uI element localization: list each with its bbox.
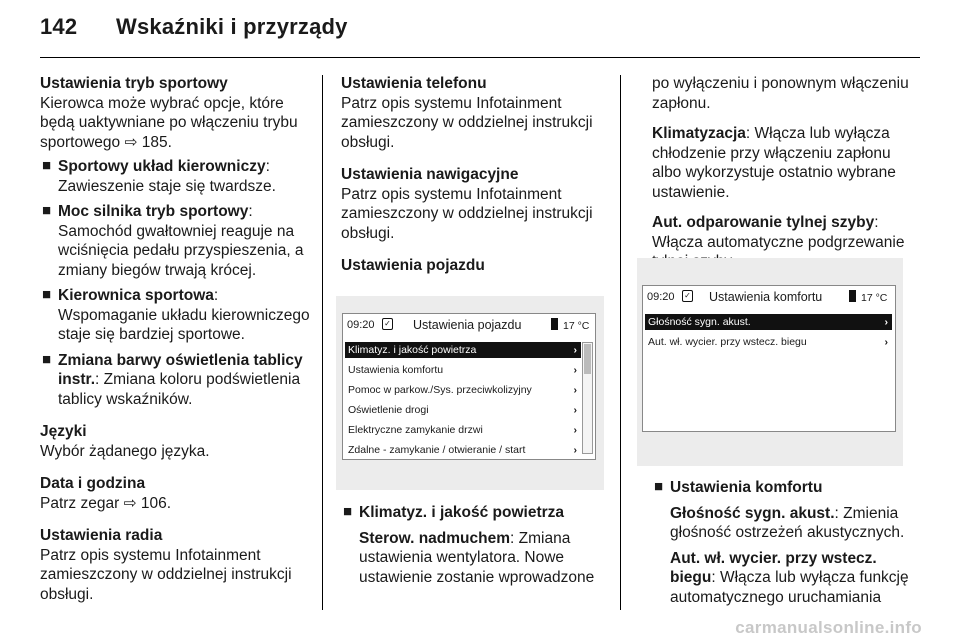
menu-item-comfort[interactable] xyxy=(345,362,581,378)
menu-item-label: Elektryczne zamykanie drzwi xyxy=(348,424,483,436)
defog-term: Aut. odparowanie tylnej szyby xyxy=(652,214,875,231)
datetime-section xyxy=(40,474,312,513)
comfort-bullet xyxy=(652,478,920,613)
vehicle-settings-screen xyxy=(342,313,596,460)
column-2 xyxy=(341,74,611,276)
thermometer-icon xyxy=(551,318,558,330)
defog-item: Aut. odparowanie tylnej szyby: Włącza automatyczne podgrzewanie xyxy=(652,213,920,272)
chevron-right-icon: › xyxy=(884,316,888,328)
bullet-icon: ■ xyxy=(42,350,52,368)
bullet-text: Zmiana koloru podświetlenia tablicy wskaźników. xyxy=(58,371,301,408)
fan-control-item: Sterow. nadmuchem: Zmiana ustawienia wentylatora. Nowe ustawienie zostanie wprowadzone xyxy=(359,529,595,586)
bullet-icon: ■ xyxy=(42,157,52,174)
radio-heading: Ustawienia radia xyxy=(40,527,163,544)
radio-section xyxy=(40,526,312,604)
chime-volume-item: Głośność sygn. akust.: Zmienia głośność ostrzeżeń akustycznych. xyxy=(670,504,905,541)
defog-text: Włącza automatyczne podgrzewanie xyxy=(652,233,905,251)
screen-title: Ustawienia pojazdu xyxy=(413,318,522,332)
column-3 xyxy=(652,74,920,283)
menu-item-label: Aut. wł. wycier. przy wstecz. biegu xyxy=(648,336,807,348)
radio-text: Patrz opis systemu Infotainment zamieszczony w oddzielnej instrukcji obsługi. xyxy=(40,546,292,603)
rear-wiper-item: Aut. wł. wycier. przy wstecz. biegu: Włącza lub wyłącza funkcję automatycznego uruchamiania xyxy=(670,549,909,606)
reference-arrow-icon: ⇨ xyxy=(123,494,137,512)
chevron-right-icon: › xyxy=(573,344,577,356)
bullet-term: Zmiana barwy oświetlenia tablicy instr. xyxy=(58,351,303,388)
bullet-item xyxy=(341,503,611,523)
sub-text: Włącza lub wyłącza funkcję automatycznego uruchamiania xyxy=(670,569,909,606)
ac-term: Klimatyzacja xyxy=(652,125,746,142)
phone-section xyxy=(341,74,611,152)
datetime-ref: 106. xyxy=(140,494,172,512)
bullet-term: Kierownica sportowa xyxy=(58,287,214,304)
page-header xyxy=(40,14,348,40)
check-icon: ✓ xyxy=(682,290,693,302)
menu-item-chime-volume[interactable] xyxy=(645,314,892,330)
reference-arrow-icon: ⇨ xyxy=(124,133,138,151)
check-icon: ✓ xyxy=(382,318,393,330)
clock-text: 09:20 xyxy=(347,319,375,331)
temperature-text: 17 °C xyxy=(563,320,590,332)
language-text: Wybór żądanego języka. xyxy=(40,442,210,460)
menu-item-label: Pomoc w parkow./Sys. przeciwkolizyjny xyxy=(348,384,532,396)
menu-item-label: Oświetlenie drogi xyxy=(348,404,429,416)
bullet-term: Moc silnika tryb sportowy xyxy=(58,203,249,220)
vehicle-heading: Ustawienia pojazdu xyxy=(341,257,485,274)
menu-item-label: Głośność sygn. akust. xyxy=(648,316,751,328)
menu-item-label: Zdalne - zamykanie / otwieranie / start xyxy=(348,444,526,456)
bullet-term: Ustawienia komfortu xyxy=(670,479,823,496)
bullet-term: Klimatyz. i jakość powietrza xyxy=(359,504,565,521)
chevron-right-icon: › xyxy=(573,384,577,396)
sport-ref: 185. xyxy=(141,133,172,151)
bullet-item: ■ Zmiana barwy oświetlenia tablicy instr.: Zmiana koloru podświetlenia tablicy wskaźników. xyxy=(42,350,303,408)
bullet-text: Wspomaganie układu kierowniczego staje się bardziej sportowe. xyxy=(58,306,310,343)
sub-text: Zmiana ustawienia wentylatora. Nowe ustawienie zostanie wprowadzone xyxy=(359,529,595,586)
bullet-icon: ■ xyxy=(343,503,353,520)
sub-term: Aut. wł. wycier. przy wstecz. biegu xyxy=(670,549,877,586)
column-divider-2 xyxy=(620,75,621,610)
chevron-right-icon: › xyxy=(573,424,577,436)
chevron-right-icon: › xyxy=(573,404,577,416)
sub-term: Sterow. nadmuchem xyxy=(359,529,511,547)
sub-text: Zmienia głośność ostrzeżeń akustycznych. xyxy=(670,504,905,541)
bullet-item xyxy=(652,478,920,498)
column-divider-1 xyxy=(322,75,323,610)
bullet-icon: ■ xyxy=(42,202,52,219)
temperature-text: 17 °C xyxy=(861,292,888,304)
thermometer-icon xyxy=(849,290,856,302)
ac-text: Włącza lub wyłącza chłodzenie przy włączeniu zapłonu albo wykorzystuje ostatnio wybrane ustawienie. xyxy=(652,125,896,201)
menu-item-climate[interactable] xyxy=(345,342,581,358)
chevron-right-icon: › xyxy=(573,364,577,376)
bullet-text: Zawieszenie staje się twardsze. xyxy=(58,177,276,195)
menu-item-label: Ustawienia komfortu xyxy=(348,364,444,376)
comfort-settings-figure xyxy=(637,258,903,466)
menu-item-rear-wiper[interactable] xyxy=(645,334,892,350)
navigation-heading: Ustawienia nawigacyjne xyxy=(341,166,519,183)
scrollbar-thumb[interactable] xyxy=(584,344,591,374)
navigation-text: Patrz opis systemu Infotainment zamieszczony w oddzielnej instrukcji obsługi. xyxy=(341,185,593,242)
header-rule xyxy=(40,57,920,58)
watermark: carmanualsonline.info xyxy=(735,618,922,637)
bullet-item: ■ Sportowy układ kierowniczy: Zawieszenie staje się twardsze. xyxy=(42,157,276,195)
bullet-term: Sportowy układ kierowniczy xyxy=(58,158,266,175)
page-title: Wskaźniki i przyrządy xyxy=(116,14,348,39)
menu-item-lighting[interactable] xyxy=(345,402,581,418)
menu-item-label: Klimatyz. i jakość powietrza xyxy=(348,344,477,356)
language-section xyxy=(40,422,312,461)
bullet-text: Samochód gwałtowniej reaguje na wciśnięcia pedału przyspieszenia, a zmiany biegów trwają krócej. xyxy=(58,222,304,279)
screen-status-bar xyxy=(643,286,895,308)
menu-item-remote[interactable] xyxy=(345,442,581,458)
column-1 xyxy=(40,74,312,617)
screen-status-bar xyxy=(343,314,595,336)
sport-heading: Ustawienia tryb sportowy xyxy=(40,75,228,92)
bullet-item: ■ Kierownica sportowa: Wspomaganie układu kierowniczego staje się bardziej sportowe. xyxy=(42,286,310,343)
page-number: 142 xyxy=(40,14,78,39)
phone-heading: Ustawienia telefonu xyxy=(341,75,487,92)
phone-text: Patrz opis systemu Infotainment zamieszczony w oddzielnej instrukcji obsługi. xyxy=(341,94,593,151)
navigation-section xyxy=(341,165,611,243)
language-heading: Języki xyxy=(40,423,87,440)
climate-bullet xyxy=(341,503,611,593)
bullet-icon: ■ xyxy=(654,478,664,495)
screen-title: Ustawienia komfortu xyxy=(709,290,823,304)
continuation-text: po wyłączeniu i ponownym włączeniu zapłonu. xyxy=(652,75,909,112)
chevron-right-icon: › xyxy=(573,444,577,456)
scrollbar[interactable] xyxy=(582,342,593,454)
clock-text: 09:20 xyxy=(647,291,675,303)
sub-term: Głośność sygn. akust. xyxy=(670,504,835,522)
datetime-text: Patrz zegar xyxy=(40,494,120,512)
bullet-icon: ■ xyxy=(42,286,52,303)
bullet-item: ■ Moc silnika tryb sportowy: Samochód gwałtowniej reaguje na wciśnięcia pedału przyspieszenia, a zmiany biegów trwają krócej. xyxy=(42,202,304,279)
sport-settings-section xyxy=(40,74,312,409)
comfort-settings-screen xyxy=(642,285,896,432)
menu-item-door-locking[interactable] xyxy=(345,422,581,438)
vehicle-settings-figure xyxy=(336,296,604,490)
sport-intro: Kierowca może wybrać opcje, które będą uaktywniane po włączeniu trybu sportowego xyxy=(40,94,298,151)
menu-item-parking[interactable] xyxy=(345,382,581,398)
chevron-right-icon: › xyxy=(884,336,888,348)
ac-item: Klimatyzacja: Włącza lub wyłącza chłodzenie przy włączeniu zapłonu albo wykorzystuje ostatnio wybrane ustawienie. xyxy=(652,125,896,201)
datetime-heading: Data i godzina xyxy=(40,475,146,492)
